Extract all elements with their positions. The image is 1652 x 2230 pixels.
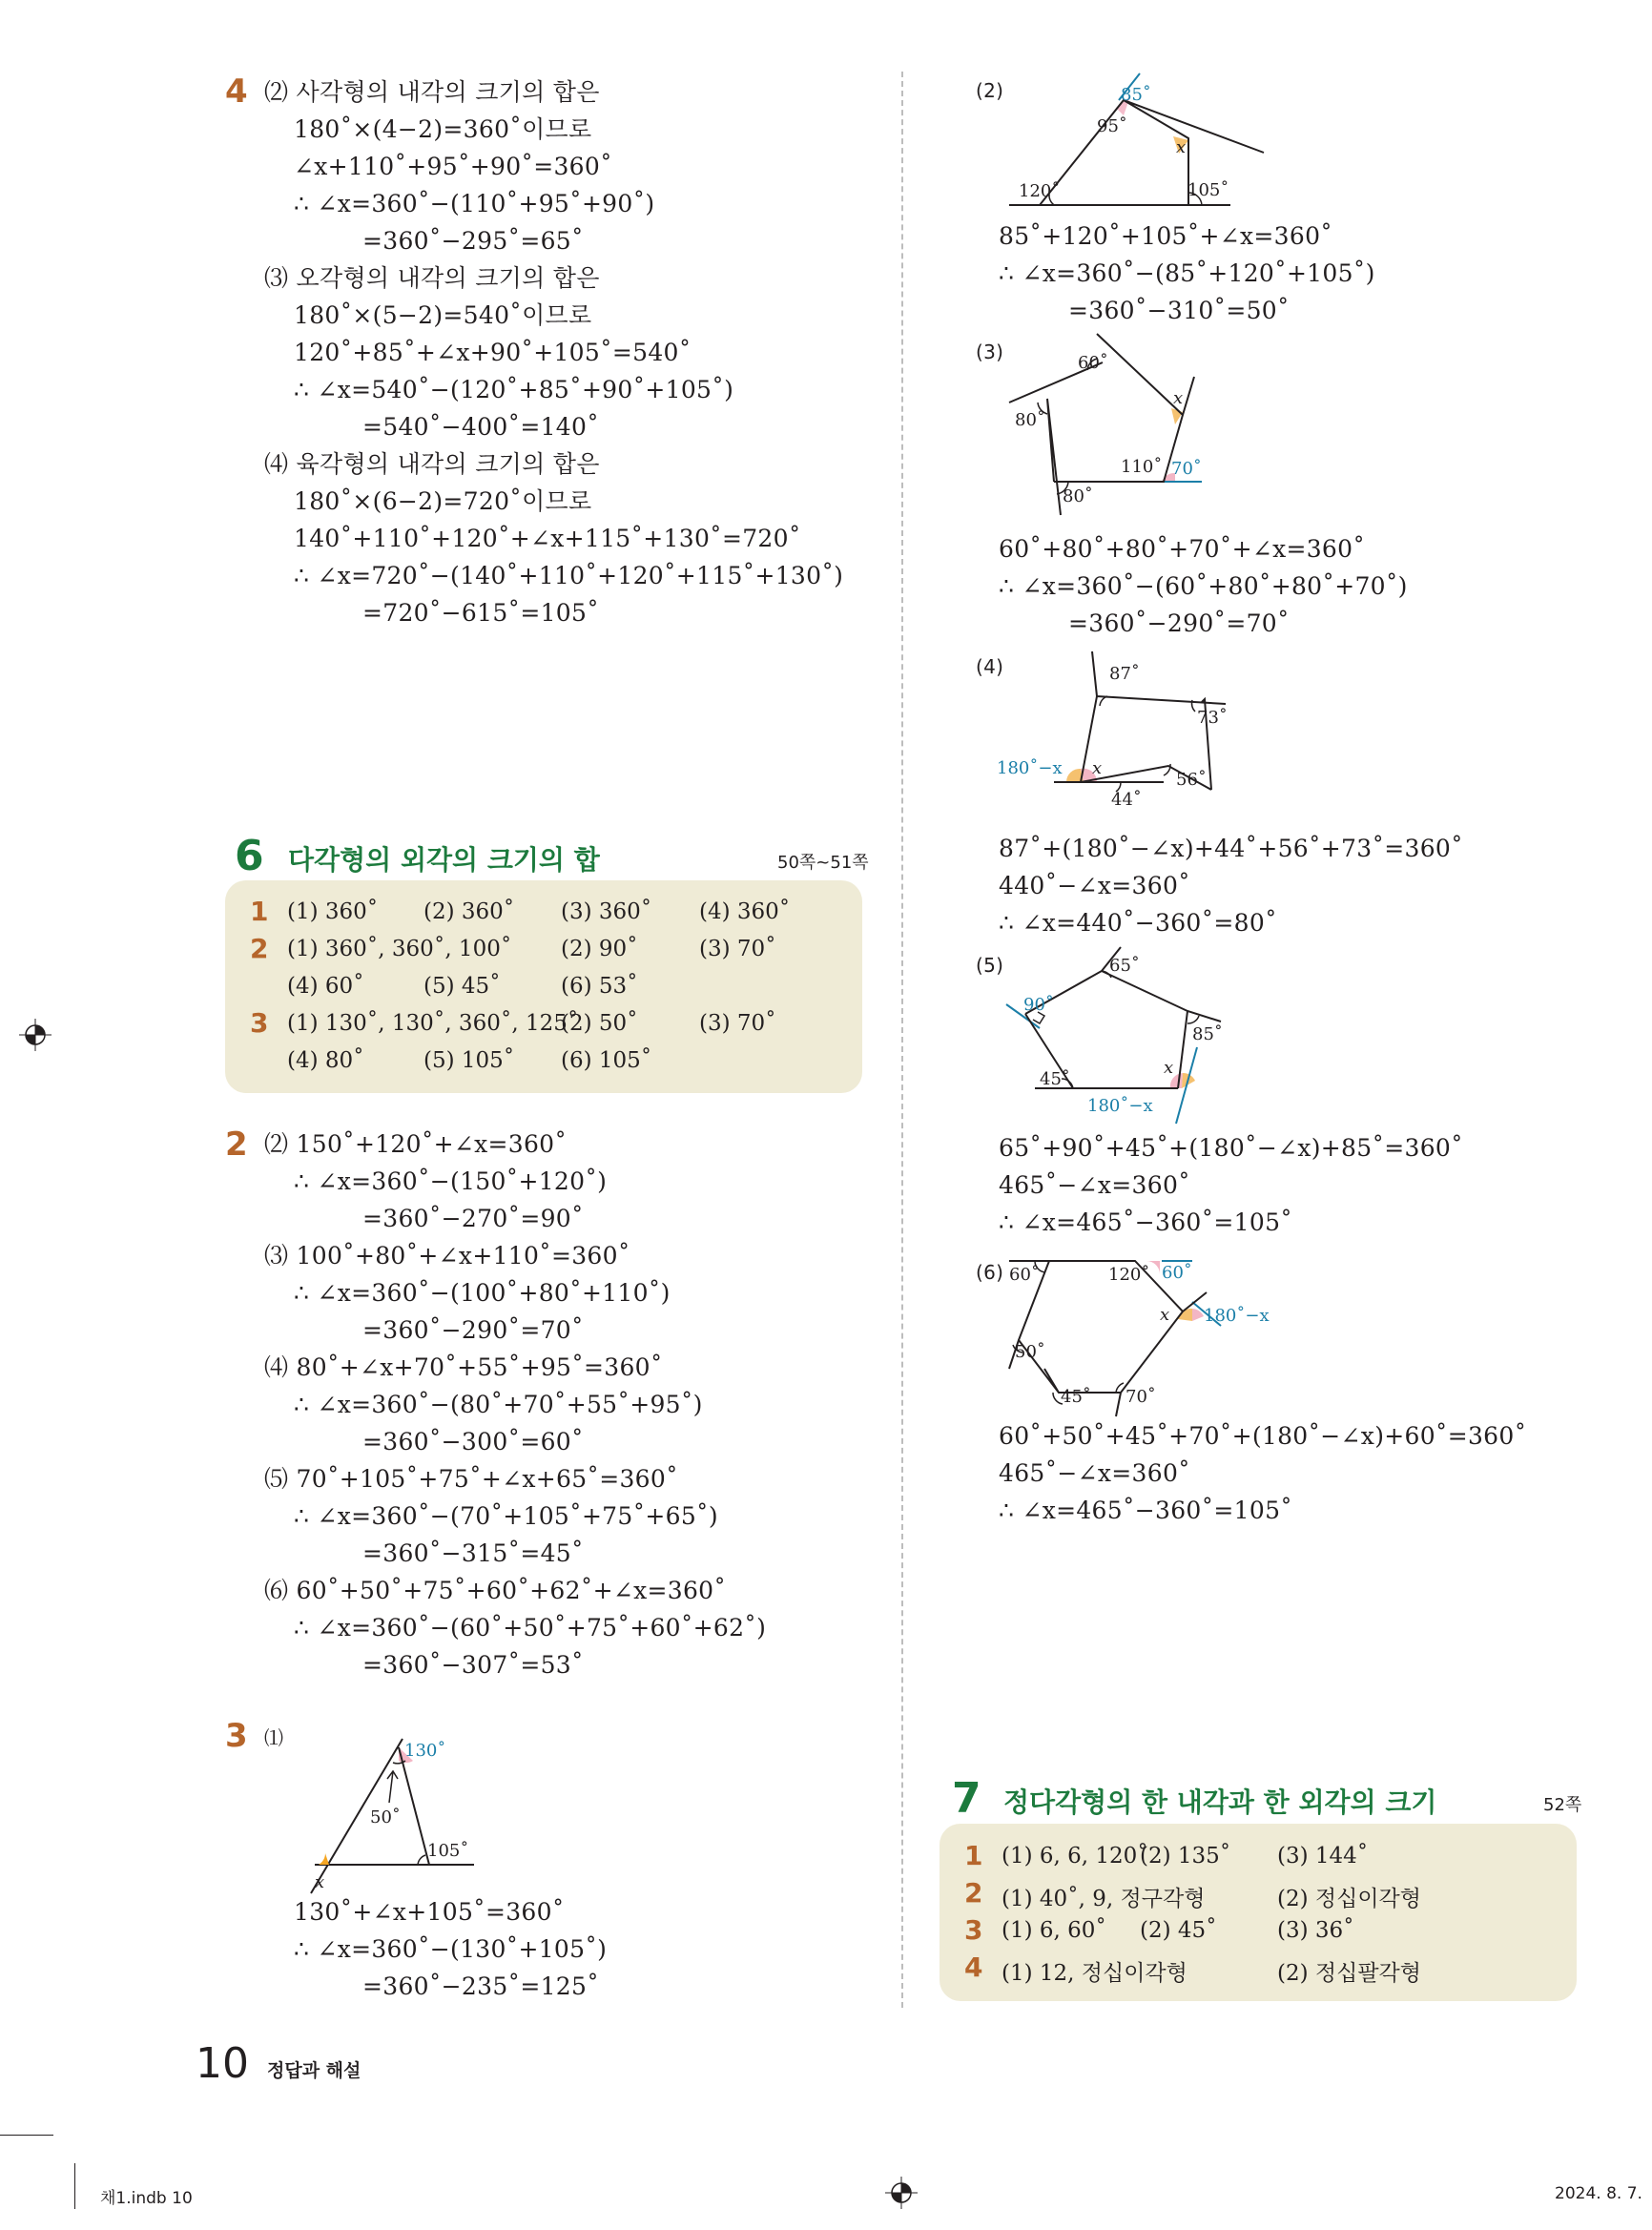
answer-cell: (3) 70˚ (699, 1011, 776, 1036)
answer-cell: (1) 40˚, 9, 정구각형 (1002, 1887, 1206, 1911)
solution-line: 180˚×(4−2)=360˚이므로 (294, 115, 592, 143)
angle-label: 60˚ (1078, 353, 1108, 373)
footer-label: 정답과 해설 (267, 2060, 361, 2081)
answer-cell: (2) 45˚ (1140, 1918, 1217, 1943)
answer-cell: (1) 360˚, 360˚, 100˚ (287, 937, 512, 961)
column-divider (901, 72, 903, 2008)
answer-cell: (6) 105˚ (561, 1048, 652, 1073)
answer-cell: (3) 360˚ (561, 899, 652, 924)
solution-line: 60˚+80˚+80˚+70˚+∠x=360˚ (999, 535, 1366, 563)
subproblem-label: ⑴ (264, 1726, 284, 1749)
solution-line: 60˚+50˚+45˚+70˚+(180˚−∠x)+60˚=360˚ (999, 1422, 1527, 1450)
solution-line: ∴ ∠x=360˚−(70˚+105˚+75˚+65˚) (294, 1502, 718, 1530)
answer-cell: (4) 80˚ (287, 1048, 364, 1073)
print-date: 2024. 8. 7. (1555, 2184, 1642, 2203)
solution-line: ∴ ∠x=720˚−(140˚+110˚+120˚+115˚+130˚) (294, 562, 844, 589)
section-7-badge: 7 (952, 1774, 981, 1823)
solution-line: ∴ ∠x=360˚−(60˚+50˚+75˚+60˚+62˚) (294, 1614, 767, 1642)
solution-line: =360˚−307˚=53˚ (362, 1651, 584, 1679)
answer-number: 2 (964, 1877, 983, 1909)
solution-line: ⑵ 150˚+120˚+∠x=360˚ (264, 1130, 568, 1158)
solution-line: =360˚−270˚=90˚ (362, 1205, 584, 1232)
angle-label: 180˚−x (997, 758, 1063, 778)
answer-cell: (4) 360˚ (699, 899, 791, 924)
answer-cell: (2) 50˚ (561, 1011, 638, 1036)
solution-line: =720˚−615˚=105˚ (362, 599, 599, 627)
subproblem-label: (6) (976, 1261, 1004, 1284)
solution-line: 440˚−∠x=360˚ (999, 872, 1190, 899)
solution-line: =540˚−400˚=140˚ (362, 413, 599, 441)
solution-line: =360˚−235˚=125˚ (362, 1972, 599, 2000)
solution-line: ∴ ∠x=465˚−360˚=105˚ (999, 1497, 1293, 1524)
section-7-pages: 52쪽 (1543, 1795, 1582, 1815)
answer-cell: (6) 53˚ (561, 974, 638, 999)
solution-line: 120˚+85˚+∠x+90˚+105˚=540˚ (294, 339, 692, 366)
answer-cell: (2) 90˚ (561, 937, 638, 961)
angle-label: 130˚ (404, 1741, 446, 1761)
angle-label: 44˚ (1111, 790, 1142, 810)
solution-line: =360˚−315˚=45˚ (362, 1539, 584, 1567)
angle-label: x (1092, 758, 1103, 778)
answer-number: 2 (250, 933, 269, 964)
subproblem-label: (4) (976, 655, 1004, 678)
angle-label: 180˚−x (1204, 1306, 1270, 1326)
section-6-answer-box (225, 880, 862, 1093)
solution-line: ⑶ 100˚+80˚+∠x+110˚=360˚ (264, 1242, 630, 1270)
angle-label: 70˚ (1125, 1387, 1156, 1407)
answer-number: 3 (964, 1914, 983, 1946)
solution-line: ∴ ∠x=540˚−(120˚+85˚+90˚+105˚) (294, 376, 734, 403)
angle-label: 105˚ (1187, 180, 1229, 200)
solution-line: ∴ ∠x=440˚−360˚=80˚ (999, 909, 1277, 937)
solution-line: 465˚−∠x=360˚ (999, 1171, 1190, 1199)
angle-label: 85˚ (1121, 85, 1151, 105)
section-6-title: 다각형의 외각의 크기의 합 (288, 844, 600, 876)
solution-line: ∴ ∠x=465˚−360˚=105˚ (999, 1208, 1293, 1236)
solution-line: ⑹ 60˚+50˚+75˚+60˚+62˚+∠x=360˚ (264, 1577, 727, 1604)
answer-cell: (5) 45˚ (423, 974, 501, 999)
solution-line: ⑷ 육각형의 내각의 크기의 합은 (264, 450, 600, 478)
solution-line: ∴ ∠x=360˚−(130˚+105˚) (294, 1935, 608, 1963)
angle-label: 105˚ (427, 1841, 469, 1861)
solution-line: 130˚+∠x+105˚=360˚ (294, 1898, 565, 1926)
angle-label: 90˚ (1023, 995, 1054, 1015)
answer-cell: (1) 6, 6, 120˚ (1002, 1844, 1148, 1869)
solution-line: ∴ ∠x=360˚−(60˚+80˚+80˚+70˚) (999, 572, 1408, 600)
answer-cell: (3) 36˚ (1277, 1918, 1354, 1943)
solution-line: ∠x+110˚+95˚+90˚=360˚ (294, 153, 612, 180)
solution-line: ⑵ 사각형의 내각의 크기의 합은 (264, 78, 600, 106)
section-7-title: 정다각형의 한 내각과 한 외각의 크기 (1003, 1786, 1437, 1818)
solution-line: ∴ ∠x=360˚−(85˚+120˚+105˚) (999, 259, 1375, 287)
answer-number: 1 (250, 896, 269, 927)
angle-label: 110˚ (1121, 457, 1163, 477)
angle-label: 120˚ (1108, 1265, 1150, 1285)
angle-label: 87˚ (1109, 664, 1140, 684)
answer-number: 3 (250, 1007, 269, 1039)
solution-line: 85˚+120˚+105˚+∠x=360˚ (999, 222, 1333, 250)
solution-line: ∴ ∠x=360˚−(110˚+95˚+90˚) (294, 190, 655, 217)
angle-label: x (1164, 1058, 1174, 1078)
section-6-badge: 6 (235, 832, 264, 880)
pentagon-figure (997, 647, 1235, 814)
problem-4-number: 4 (225, 72, 248, 111)
quadrilateral-figure (1002, 72, 1249, 215)
solution-line: 87˚+(180˚−∠x)+44˚+56˚+73˚=360˚ (999, 835, 1463, 862)
angle-label: 45˚ (1061, 1387, 1091, 1407)
crop-mark (0, 2135, 53, 2136)
solution-line: ∴ ∠x=360˚−(100˚+80˚+110˚) (294, 1279, 671, 1307)
problem-3-number: 3 (225, 1717, 248, 1755)
registration-mark-icon (19, 1019, 52, 1051)
solution-line: 180˚×(6−2)=720˚이므로 (294, 487, 592, 515)
registration-mark-icon (885, 2177, 918, 2209)
angle-label: x (1160, 1305, 1170, 1325)
angle-label: 45˚ (1040, 1069, 1070, 1089)
solution-line: 465˚−∠x=360˚ (999, 1459, 1190, 1487)
angle-label: 50˚ (370, 1807, 401, 1827)
answer-cell: (3) 70˚ (699, 937, 776, 961)
answer-cell: (2) 360˚ (423, 899, 515, 924)
angle-label: 85˚ (1192, 1024, 1223, 1044)
solution-line: =360˚−290˚=70˚ (1068, 609, 1290, 637)
angle-label: 80˚ (1063, 486, 1093, 506)
answer-cell: (2) 정십팔각형 (1277, 1961, 1421, 1986)
angle-label: 180˚−x (1087, 1096, 1153, 1116)
solution-line: ∴ ∠x=360˚−(80˚+70˚+55˚+95˚) (294, 1391, 703, 1418)
answer-cell: (1) 6, 60˚ (1002, 1918, 1106, 1943)
angle-label: x (315, 1872, 325, 1892)
solution-line: =360˚−290˚=70˚ (362, 1316, 584, 1344)
pentagon-figure (1002, 334, 1221, 515)
answer-cell: (1) 360˚ (287, 899, 379, 924)
solution-line: =360˚−310˚=50˚ (1068, 297, 1290, 324)
subproblem-label: (2) (976, 79, 1004, 102)
section-7-answer-box (940, 1824, 1577, 2001)
answer-cell: (5) 105˚ (423, 1048, 515, 1073)
crop-mark (74, 2163, 75, 2209)
solution-line: 65˚+90˚+45˚+(180˚−∠x)+85˚=360˚ (999, 1134, 1463, 1162)
solution-line: 140˚+110˚+120˚+∠x+115˚+130˚=720˚ (294, 525, 801, 552)
problem-2-number: 2 (225, 1125, 248, 1164)
solution-line: =360˚−295˚=65˚ (362, 227, 584, 255)
pentagon-figure (997, 947, 1235, 1124)
solution-line: 180˚×(5−2)=540˚이므로 (294, 301, 592, 329)
answer-cell: (2) 135˚ (1140, 1844, 1231, 1869)
solution-line: ⑶ 오각형의 내각의 크기의 합은 (264, 264, 600, 292)
answer-number: 1 (964, 1840, 983, 1871)
answer-cell: (3) 144˚ (1277, 1844, 1369, 1869)
subproblem-label: (5) (976, 954, 1004, 977)
section-6-pages: 50쪽~51쪽 (777, 853, 869, 873)
answer-cell: (2) 정십이각형 (1277, 1887, 1421, 1911)
answer-cell: (4) 60˚ (287, 974, 364, 999)
subproblem-label: (3) (976, 341, 1004, 363)
solution-line: =360˚−300˚=60˚ (362, 1428, 584, 1456)
angle-label: 70˚ (1171, 459, 1202, 479)
answer-cell: (1) 130˚, 130˚, 360˚, 125˚ (287, 1011, 579, 1036)
angle-label: 56˚ (1176, 770, 1207, 790)
angle-label: x (1173, 388, 1184, 408)
answer-cell: (1) 12, 정십이각형 (1002, 1961, 1187, 1986)
angle-label: 73˚ (1197, 708, 1228, 728)
angle-label: x (1176, 137, 1187, 157)
angle-label: 60˚ (1162, 1263, 1192, 1283)
triangle-figure (305, 1731, 486, 1893)
angle-label: 95˚ (1097, 116, 1127, 136)
hexagon-figure (1002, 1249, 1288, 1421)
angle-label: 80˚ (1015, 410, 1045, 430)
solution-line: ∴ ∠x=360˚−(150˚+120˚) (294, 1167, 608, 1195)
solution-line: ⑷ 80˚+∠x+70˚+55˚+95˚=360˚ (264, 1353, 663, 1381)
answer-number: 4 (964, 1951, 983, 1983)
print-file-info: 채1.indb 10 (100, 2189, 193, 2208)
angle-label: 60˚ (1009, 1265, 1040, 1285)
angle-label: 120˚ (1019, 181, 1061, 201)
solution-line: ⑸ 70˚+105˚+75˚+∠x+65˚=360˚ (264, 1465, 678, 1493)
angle-label: 50˚ (1015, 1342, 1045, 1362)
page-number: 10 (196, 2039, 249, 2088)
angle-label: 65˚ (1109, 956, 1140, 976)
